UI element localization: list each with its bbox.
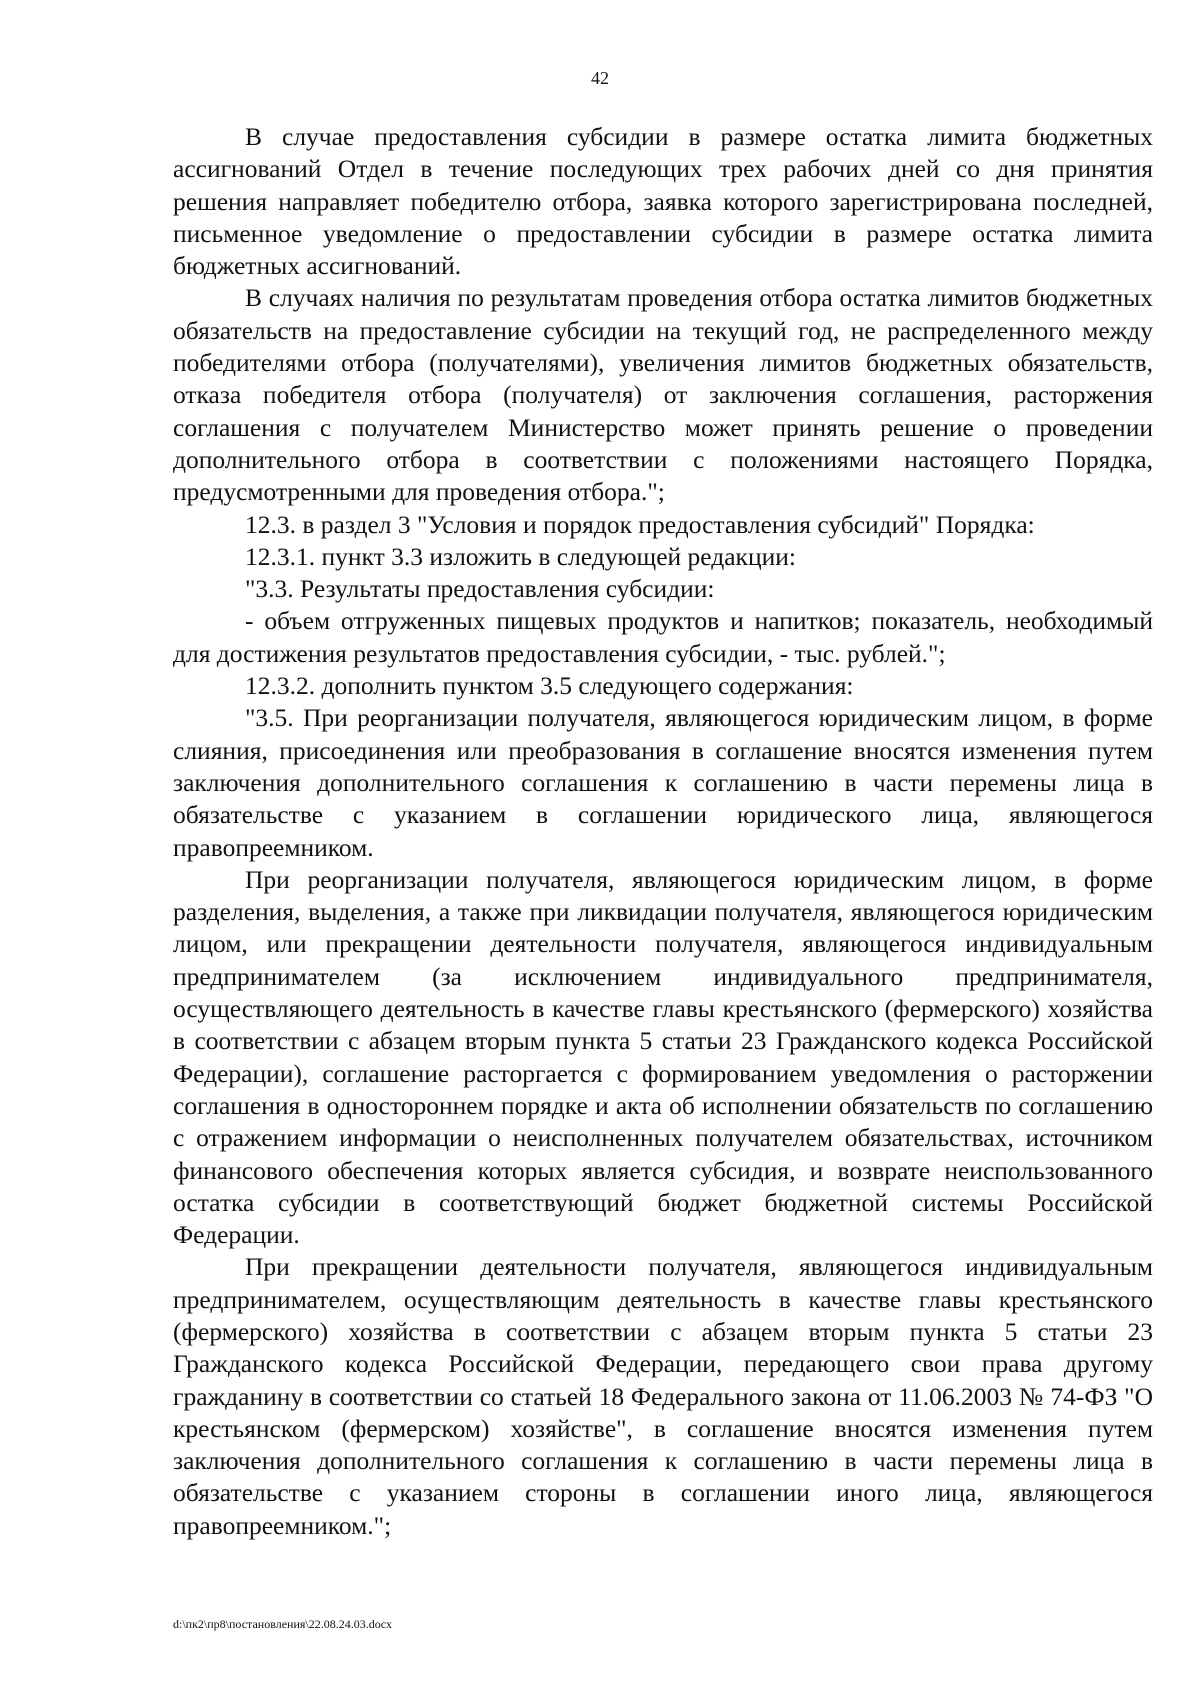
- paragraph-3-5-reorganization-merge: "3.5. При реорганизации получателя, являющегося юридическим лицом, в форме слияния, присоединения или преобразования в соглашение вносятся изменения путем заключения дополнительного соглашения к соглашению в части перемены лица в обязательстве с указанием в соглашении юридического лица, являющегося правопреемником.: [173, 703, 1153, 862]
- paragraph-item-3-3-edit: 12.3.1. пункт 3.3 изложить в следующей редакции:: [245, 541, 796, 571]
- paragraph-results-indicator: - объем отгруженных пищевых продуктов и напитков; показатель, необходимый для достижения результатов предоставления субсидии, - тыс. рублей.";: [173, 606, 1153, 668]
- page-number: 42: [591, 68, 609, 88]
- paragraph-termination-farm-head: При прекращении деятельности получателя, являющегося индивидуальным предпринимателем, осуществляющим деятельность в качестве главы крестьянского (фермерского) хозяйства в соответствии с абзацем вторым пункта 5 статьи 23 Гражданского кодекса Российской Федерации, передающего свои права другому гражданину в соответствии со статьей 18 Федерального закона от 11.06.2003 № 74-ФЗ "О крестьянском (фермерском) хозяйстве", в соглашение вносятся изменения путем заключения дополнительного соглашения к соглашению в части перемены лица в обязательстве с указанием стороны в соглашении иного лица, являющегося правопреемником.";: [173, 1252, 1153, 1540]
- paragraph-section-3-amendment: 12.3. в раздел 3 "Условия и порядок предоставления субсидий" Порядка:: [245, 509, 1035, 539]
- paragraph-additional-selection: В случаях наличия по результатам проведения отбора остатка лимитов бюджетных обязательств на предоставление субсидии на текущий год, не распределенного между победителями отбора (получателями), увеличения лимитов бюджетных обязательств, отказа победителя отбора (получателя) от заключения соглашения, расторжения соглашения с получателем Министерство может принять решение о проведении дополнительного отбора в соответствии с положениями настоящего Порядка, предусмотренными для проведения отбора.";: [173, 283, 1153, 507]
- paragraph-item-3-5-add: 12.3.2. дополнить пунктом 3.5 следующего содержания:: [245, 671, 854, 701]
- footer-file-path: d:\пк2\пр8\постановления\22.08.24.03.docx: [173, 1617, 393, 1631]
- document-body: [173, 121, 1153, 1542]
- paragraph-subsidy-remaining-limit: В случае предоставления субсидии в размере остатка лимита бюджетных ассигнований Отдел в течение последующих трех рабочих дней со дня принятия решения направляет победителю отбора, заявка которого зарегистрирована последней, письменное уведомление о предоставлении субсидии в размере остатка лимита бюджетных ассигнований.: [173, 122, 1153, 281]
- paragraph-reorganization-division: При реорганизации получателя, являющегося юридическим лицом, в форме разделения, выделения, а также при ликвидации получателя, являющегося юридическим лицом, или прекращении деятельности получателя, являющегося индивидуальным предпринимателем (за исключением индивидуального предпринимателя, осуществляющего деятельность в качестве главы крестьянского (фермерского) хозяйства в соответствии с абзацем вторым пункта 5 статьи 23 Гражданского кодекса Российской Федерации), соглашение расторгается с формированием уведомления о расторжении соглашения в одностороннем порядке и акта об исполнении обязательств по соглашению с отражением информации о неисполненных получателем обязательствах, источником финансового обеспечения которых является субсидия, и возврате неиспользованного остатка субсидии в соответствующий бюджет бюджетной системы Российской Федерации.: [173, 864, 1153, 1250]
- paragraph-3-3-results: "3.3. Результаты предоставления субсидии:: [245, 574, 715, 604]
